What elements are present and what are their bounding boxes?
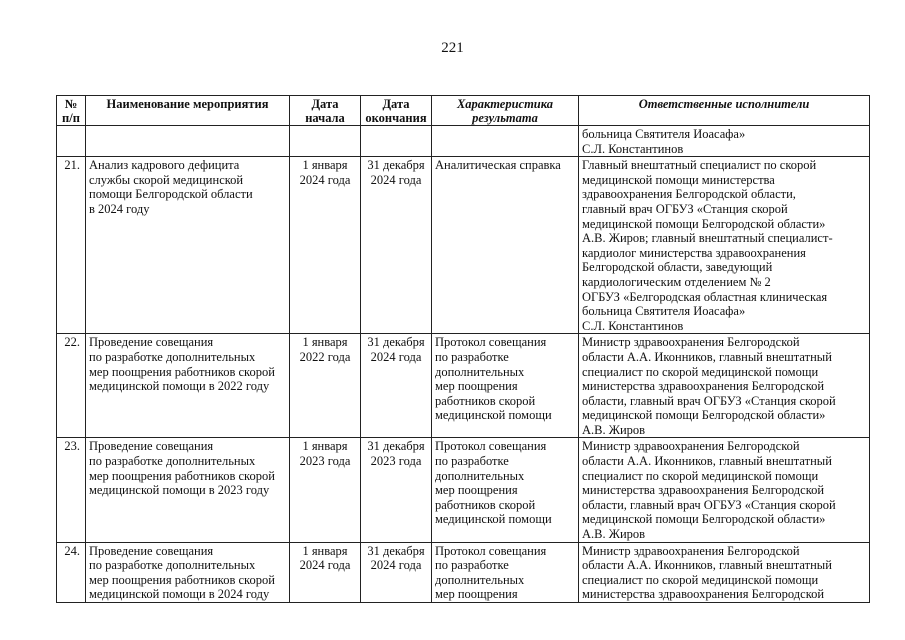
cell-line: 1 января: [302, 543, 348, 558]
cell-start-date: [290, 542, 361, 602]
cell-responsible: [579, 157, 870, 334]
cell-line: службы скорой медицинской: [89, 172, 244, 187]
cell-result: [432, 334, 579, 438]
cell-line: мер поощрения работников скорой: [89, 468, 275, 483]
cell-line: Протокол совещания: [435, 335, 547, 350]
cell-line: министерства здравоохранения Белгородской: [582, 483, 825, 498]
cell-line: здравоохранения Белгородской области,: [582, 187, 796, 202]
cell-name: [86, 126, 290, 157]
cell-line: медицинской помощи Белгородской области»: [582, 408, 826, 423]
cell-line: медицинской помощи в 2022 году: [89, 379, 270, 394]
cell-line: Протокол совещания: [435, 439, 547, 454]
cell-line: дополнительных: [435, 572, 525, 587]
cell-line: мер поощрения: [435, 587, 518, 602]
cell-line: мер поощрения работников скорой: [89, 572, 275, 587]
cell-line: помощи Белгородской области: [89, 187, 253, 202]
cell-line: кардиологическим отделением № 2: [582, 274, 771, 289]
activities-table: [56, 95, 870, 603]
cell-end-date: [361, 157, 432, 334]
cell-line: Министр здравоохранения Белгородской: [582, 439, 800, 454]
cell-start-date: [290, 126, 361, 157]
cell-line: области, главный врач ОГБУЗ «Станция скорой: [582, 497, 836, 512]
cell-line: дополнительных: [435, 468, 525, 483]
cell-line: в 2024 году: [89, 201, 150, 216]
cell-line: специалист по скорой медицинской помощи: [582, 572, 819, 587]
cell-name: [86, 542, 290, 602]
cell-line: 2023 года: [370, 454, 422, 469]
cell-line: главный врач ОГБУЗ «Станция скорой: [582, 201, 788, 216]
cell-line: министерства здравоохранения Белгородской: [582, 379, 825, 394]
cell-result: [432, 126, 579, 157]
cell-line: 1 января: [302, 335, 348, 350]
cell-end-date: [361, 438, 432, 542]
cell-start-date: [290, 157, 361, 334]
table-row: [57, 542, 870, 602]
cell-line: мер поощрения: [435, 483, 518, 498]
cell-line: Министр здравоохранения Белгородской: [582, 543, 800, 558]
cell-line: Анализ кадрового дефицита: [89, 158, 240, 173]
table-row: [57, 334, 870, 438]
cell-line: А.В. Жиров: [582, 422, 646, 437]
header-name: Наименование мероприятия: [86, 96, 290, 126]
cell-line: медицинской помощи: [435, 408, 552, 423]
cell-end-date: [361, 126, 432, 157]
cell-num: 22.: [57, 334, 86, 438]
cell-start-date: [290, 334, 361, 438]
cell-line: 2024 года: [299, 558, 351, 573]
cell-line: 2024 года: [370, 172, 422, 187]
cell-line: мер поощрения: [435, 379, 518, 394]
header-start: Дата начала: [290, 96, 361, 126]
header-num: № п/п: [57, 96, 86, 126]
cell-line: медицинской помощи в 2023 году: [89, 483, 270, 498]
cell-line: 31 декабря: [367, 439, 425, 454]
cell-responsible: [579, 438, 870, 542]
cell-line: С.Л. Константинов: [582, 318, 684, 333]
cell-num: 23.: [57, 438, 86, 542]
cell-num: 21.: [57, 157, 86, 334]
cell-line: Белгородской области, заведующий: [582, 260, 773, 275]
table-row: [57, 126, 870, 157]
cell-line: 1 января: [302, 158, 348, 173]
cell-line: медицинской помощи Белгородской области»: [582, 216, 826, 231]
cell-line: по разработке: [435, 454, 509, 469]
cell-line: 2024 года: [299, 172, 351, 187]
cell-line: 2022 года: [299, 349, 351, 364]
cell-end-date: [361, 334, 432, 438]
cell-line: медицинской помощи в 2024 году: [89, 587, 270, 602]
cell-line: области, главный врач ОГБУЗ «Станция скорой: [582, 393, 836, 408]
cell-line: медицинской помощи: [435, 512, 552, 527]
cell-line: 2024 года: [370, 558, 422, 573]
cell-line: Протокол совещания: [435, 543, 547, 558]
cell-line: 1 января: [302, 439, 348, 454]
cell-line: Аналитическая справка: [435, 158, 561, 173]
cell-line: Проведение совещания: [89, 543, 214, 558]
cell-line: области А.А. Иконников, главный внештатный: [582, 349, 832, 364]
cell-line: министерства здравоохранения Белгородской: [582, 587, 825, 602]
cell-line: специалист по скорой медицинской помощи: [582, 468, 819, 483]
cell-line: С.Л. Константинов: [582, 141, 684, 156]
cell-line: Проведение совещания: [89, 439, 214, 454]
cell-line: области А.А. Иконников, главный внештатный: [582, 558, 832, 573]
cell-line: по разработке дополнительных: [89, 558, 256, 573]
cell-line: медицинской помощи министерства: [582, 172, 775, 187]
cell-line: по разработке дополнительных: [89, 349, 256, 364]
cell-line: больница Святителя Иоасафа»: [582, 127, 746, 141]
cell-result: [432, 157, 579, 334]
cell-line: 2023 года: [299, 454, 351, 469]
cell-line: работников скорой: [435, 393, 536, 408]
cell-line: Проведение совещания: [89, 335, 214, 350]
cell-line: Министр здравоохранения Белгородской: [582, 335, 800, 350]
cell-line: 2024 года: [370, 349, 422, 364]
cell-line: мер поощрения работников скорой: [89, 364, 275, 379]
cell-line: А.В. Жиров; главный внештатный специалист-: [582, 231, 833, 246]
cell-line: 31 декабря: [367, 158, 425, 173]
cell-end-date: [361, 542, 432, 602]
table-row: [57, 438, 870, 542]
cell-line: работников скорой: [435, 497, 536, 512]
page-number: 221: [441, 40, 464, 56]
cell-result: [432, 438, 579, 542]
cell-line: ОГБУЗ «Белгородская областная клиническая: [582, 289, 828, 304]
cell-line: Главный внештатный специалист по скорой: [582, 158, 817, 173]
cell-line: кардиолог министерства здравоохранения: [582, 245, 806, 260]
cell-line: по разработке: [435, 349, 509, 364]
cell-line: по разработке: [435, 558, 509, 573]
cell-line: А.В. Жиров: [582, 527, 646, 542]
cell-responsible: [579, 126, 870, 157]
header-end: Дата окончания: [361, 96, 432, 126]
cell-line: специалист по скорой медицинской помощи: [582, 364, 819, 379]
cell-result: [432, 542, 579, 602]
cell-num: 24.: [57, 542, 86, 602]
cell-line: по разработке дополнительных: [89, 454, 256, 469]
header-responsible: Ответственные исполнители: [579, 96, 870, 126]
cell-name: [86, 157, 290, 334]
cell-line: медицинской помощи Белгородской области»: [582, 512, 826, 527]
table-row: [57, 157, 870, 334]
cell-num: [57, 126, 86, 157]
header-result: Характеристика результата: [432, 96, 579, 126]
cell-line: области А.А. Иконников, главный внештатный: [582, 454, 832, 469]
cell-line: 31 декабря: [367, 543, 425, 558]
cell-responsible: [579, 334, 870, 438]
cell-name: [86, 438, 290, 542]
cell-line: 31 декабря: [367, 335, 425, 350]
table-header-row: [57, 96, 870, 126]
cell-line: больница Святителя Иоасафа»: [582, 304, 746, 319]
cell-line: дополнительных: [435, 364, 525, 379]
cell-responsible: [579, 542, 870, 602]
cell-name: [86, 334, 290, 438]
cell-start-date: [290, 438, 361, 542]
